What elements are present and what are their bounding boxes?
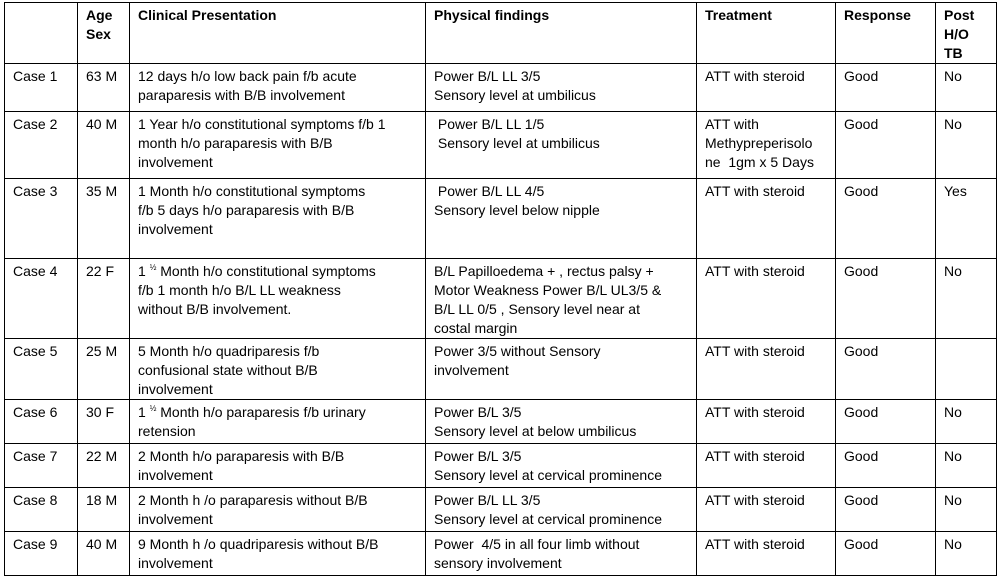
table-body (5, 64, 997, 576)
age-sex-cell: 30 F (78, 400, 130, 444)
age-sex-cell: 40 M (78, 112, 130, 179)
fraction-superscript: ½ (149, 263, 157, 272)
table-row (5, 64, 997, 112)
cell-text: 1 (138, 263, 150, 279)
response-cell: Good (836, 532, 936, 576)
cell-line: B/L LL 0/5 , Sensory level near at (434, 301, 640, 317)
age-sex-cell: 40 M (78, 532, 130, 576)
cell-line: 1 Month h/o constitutional symptoms (138, 183, 366, 199)
cell-text: Month h/o paraparesis f/b urinary (156, 404, 366, 420)
cell-line: without B/B involvement. (138, 301, 292, 317)
post-tb-cell: Yes (936, 179, 997, 259)
table-row (5, 488, 997, 532)
cell-line: involvement (434, 362, 509, 378)
cell-line: Sensory level at umbilicus (434, 87, 596, 103)
cell-line: ATT with steroid (705, 183, 805, 199)
clinical-presentation-cell (130, 259, 426, 339)
header-physical-findings: Physical findings (426, 3, 697, 64)
post-tb-cell: No (936, 400, 997, 444)
header-case (5, 3, 78, 64)
cell-line: involvement (138, 511, 213, 527)
case-cell: Case 3 (5, 179, 78, 259)
cell-line: ATT with steroid (705, 343, 805, 359)
treatment-cell (697, 488, 836, 532)
cell-line: B/L Papilloedema + , rectus palsy + (434, 263, 654, 279)
header-age-sex: Age Sex (78, 3, 130, 64)
clinical-presentation-cell (130, 400, 426, 444)
table-row (5, 259, 997, 339)
physical-findings-cell (426, 400, 697, 444)
response-cell: Good (836, 400, 936, 444)
treatment-cell (697, 400, 836, 444)
response-cell: Good (836, 112, 936, 179)
cell-line: 5 Month h/o quadriparesis f/b (138, 343, 320, 359)
cell-line: ATT with steroid (705, 404, 805, 420)
cell-line: ATT with (705, 116, 759, 132)
physical-findings-cell (426, 444, 697, 488)
clinical-presentation-cell (130, 444, 426, 488)
case-cell: Case 9 (5, 532, 78, 576)
cell-line: Sensory level at umbilicus (434, 135, 600, 151)
cell-line: involvement (138, 221, 213, 237)
response-cell: Good (836, 339, 936, 400)
age-sex-cell: 25 M (78, 339, 130, 400)
treatment-cell (697, 444, 836, 488)
case-cell: Case 5 (5, 339, 78, 400)
cell-line: Power 3/5 without Sensory (434, 343, 601, 359)
case-cell: Case 2 (5, 112, 78, 179)
response-cell: Good (836, 259, 936, 339)
cell-line: 2 Month h /o paraparesis without B/B (138, 492, 368, 508)
age-sex-cell: 22 F (78, 259, 130, 339)
case-cell: Case 7 (5, 444, 78, 488)
clinical-presentation-cell (130, 339, 426, 400)
cell-line: Power 4/5 in all four limb without (434, 536, 640, 552)
cell-line: ATT with steroid (705, 536, 805, 552)
cell-line: involvement (138, 555, 213, 571)
case-cell: Case 1 (5, 64, 78, 112)
header-clinical-presentation: Clinical Presentation (130, 3, 426, 64)
header-row (5, 3, 997, 64)
treatment-cell (697, 339, 836, 400)
table-row (5, 400, 997, 444)
case-cell: Case 8 (5, 488, 78, 532)
physical-findings-cell (426, 532, 697, 576)
age-sex-cell: 18 M (78, 488, 130, 532)
treatment-cell (697, 532, 836, 576)
table-row (5, 112, 997, 179)
cell-line: Power B/L 3/5 (434, 404, 522, 420)
header-response: Response (836, 3, 936, 64)
cell-line: Power B/L 3/5 (434, 448, 522, 464)
cell-line: 9 Month h /o quadriparesis without B/B (138, 536, 379, 552)
cell-line: Sensory level at cervical prominence (434, 467, 662, 483)
case-series-table (4, 2, 997, 576)
age-sex-cell: 22 M (78, 444, 130, 488)
cell-line: sensory involvement (434, 555, 562, 571)
clinical-presentation-cell (130, 179, 426, 259)
response-cell: Good (836, 444, 936, 488)
cell-line: 1 Year h/o constitutional symptoms f/b 1 (138, 116, 386, 132)
cell-line: Sensory level below nipple (434, 202, 600, 218)
cell-line: Motor Weakness Power B/L UL3/5 & (434, 282, 662, 298)
treatment-cell (697, 64, 836, 112)
table-row (5, 339, 997, 400)
clinical-presentation-cell (130, 488, 426, 532)
age-sex-cell: 63 M (78, 64, 130, 112)
cell-line (138, 262, 419, 281)
cell-text: Month h/o constitutional symptoms (156, 263, 376, 279)
cell-line: f/b 1 month h/o B/L LL weakness (138, 282, 341, 298)
cell-line: involvement (138, 154, 213, 170)
cell-line: Methypreperisolo (705, 135, 813, 151)
cell-line: confusional state without B/B (138, 362, 318, 378)
cell-line: month h/o paraparesis with B/B (138, 135, 333, 151)
age-sex-cell: 35 M (78, 179, 130, 259)
physical-findings-cell (426, 488, 697, 532)
post-tb-cell: No (936, 64, 997, 112)
case-cell: Case 4 (5, 259, 78, 339)
cell-line: ATT with steroid (705, 68, 805, 84)
response-cell: Good (836, 488, 936, 532)
response-cell: Good (836, 64, 936, 112)
clinical-presentation-cell (130, 112, 426, 179)
cell-line: involvement (138, 467, 213, 483)
cell-line: retension (138, 423, 196, 439)
table-row (5, 444, 997, 488)
cell-line: Power B/L LL 3/5 (434, 68, 541, 84)
cell-line: Power B/L LL 3/5 (434, 492, 541, 508)
cell-line: involvement (138, 381, 213, 397)
treatment-cell (697, 179, 836, 259)
cell-line: 12 days h/o low back pain f/b acute (138, 68, 357, 84)
cell-line: ATT with steroid (705, 448, 805, 464)
treatment-cell (697, 112, 836, 179)
physical-findings-cell (426, 179, 697, 259)
physical-findings-cell (426, 339, 697, 400)
post-tb-cell (936, 339, 997, 400)
clinical-presentation-cell (130, 532, 426, 576)
fraction-superscript: ½ (149, 404, 157, 413)
post-tb-cell: No (936, 444, 997, 488)
cell-line: f/b 5 days h/o paraparesis with B/B (138, 202, 355, 218)
physical-findings-cell (426, 112, 697, 179)
physical-findings-cell (426, 259, 697, 339)
table-row (5, 532, 997, 576)
treatment-cell (697, 259, 836, 339)
cell-line (138, 403, 419, 422)
cell-line: Sensory level at cervical prominence (434, 511, 662, 527)
cell-line: ne 1gm x 5 Days (705, 154, 814, 170)
cell-line: 2 Month h/o paraparesis with B/B (138, 448, 345, 464)
response-cell: Good (836, 179, 936, 259)
header-post-tb: Post H/O TB (936, 3, 997, 64)
cell-line: ATT with steroid (705, 263, 805, 279)
table-row (5, 179, 997, 259)
post-tb-cell: No (936, 488, 997, 532)
post-tb-cell: No (936, 259, 997, 339)
cell-line: ATT with steroid (705, 492, 805, 508)
cell-line: paraparesis with B/B involvement (138, 87, 345, 103)
case-cell: Case 6 (5, 400, 78, 444)
cell-line: Power B/L LL 1/5 (434, 116, 545, 132)
cell-line: costal margin (434, 320, 518, 336)
clinical-presentation-cell (130, 64, 426, 112)
cell-line: Sensory level at below umbilicus (434, 423, 637, 439)
physical-findings-cell (426, 64, 697, 112)
cell-line: Power B/L LL 4/5 (434, 183, 545, 199)
post-tb-cell: No (936, 112, 997, 179)
cell-text: 1 (138, 404, 150, 420)
header-treatment: Treatment (697, 3, 836, 64)
post-tb-cell: No (936, 532, 997, 576)
